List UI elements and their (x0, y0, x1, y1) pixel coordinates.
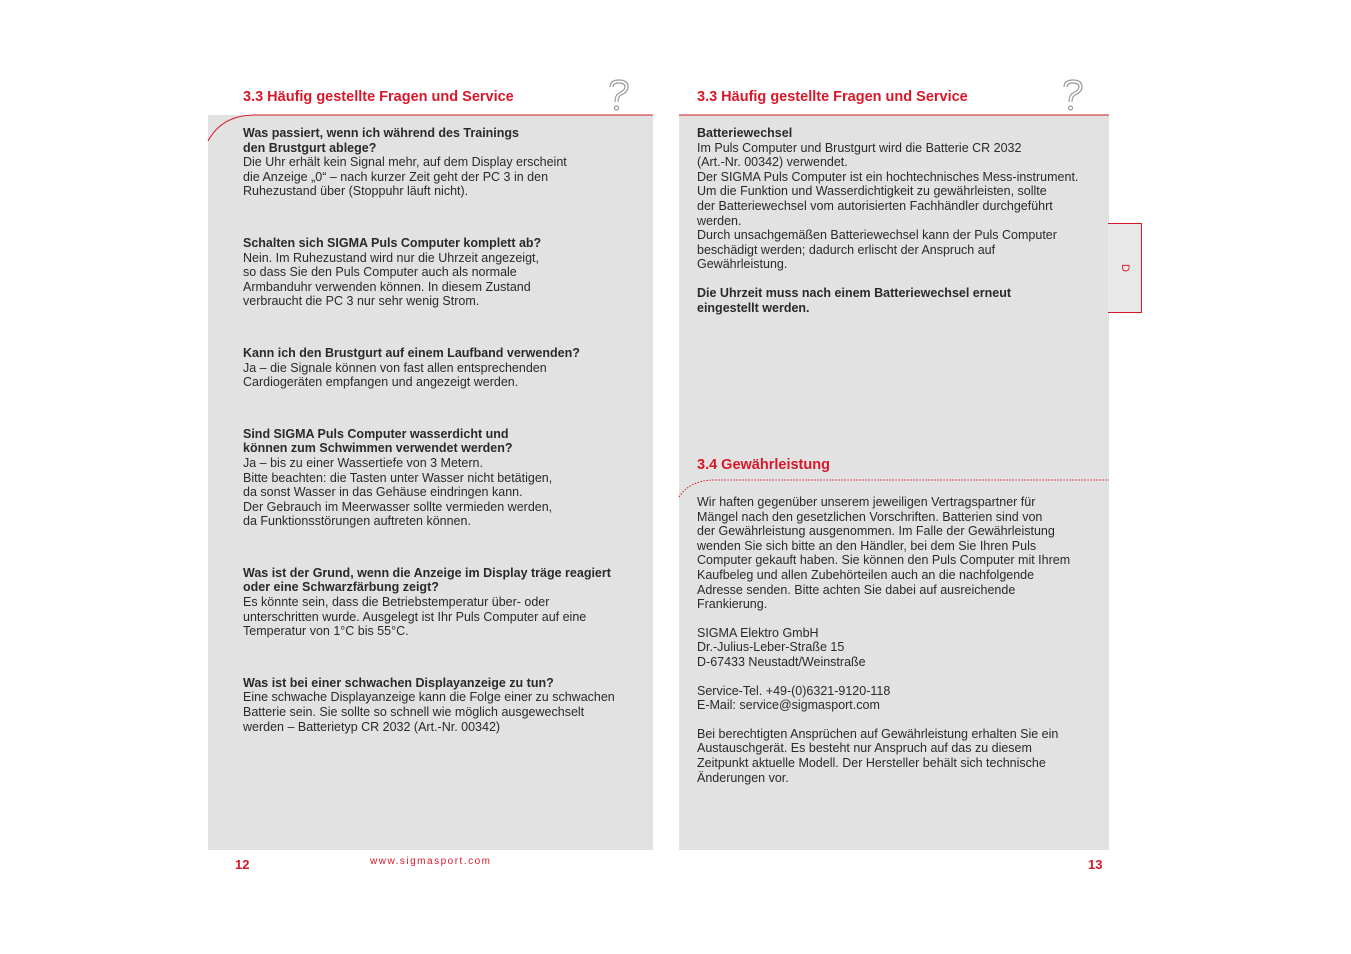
language-tab-label: D (1118, 264, 1131, 272)
battery-note: Die Uhrzeit muss nach einem Batteriewechsel erneut eingestellt werden. (697, 285, 1011, 315)
faq-question: Was ist bei einer schwachen Displayanzeige zu tun? (243, 675, 554, 690)
faq-answer: Ja – bis zu einer Wassertiefe von 3 Metern. Bitte beachten: die Tasten unter Wasser nicht betätigen, da sonst Wasser in das Gehäuse eindringen kann. Der Gebrauch im Meerwasser sollte vermieden werden, da Funktionsstörungen auftreten können. (243, 455, 553, 529)
faq-question: Was ist der Grund, wenn die Anzeige im Display träge reagiert oder eine Schwarzfärbung zeigt? (243, 565, 611, 595)
battery-title: Batteriewechsel (697, 126, 793, 140)
left-section-heading: 3.3 Häufig gestellte Fragen und Service (243, 89, 514, 105)
faq-answer: Die Uhr erhält kein Signal mehr, auf dem Display erscheint die Anzeige „0“ – nach kurzer Zeit geht der PC 3 in den Ruhezustand über (Stoppuhr läuft nicht). (243, 155, 567, 199)
faq-question: Sind SIGMA Puls Computer wasserdicht und können zum Schwimmen verwendet werden? (243, 426, 513, 456)
faq-question: Was passiert, wenn ich während des Trainings den Brustgurt ablege? (243, 126, 520, 155)
faq-answer: Eine schwache Displayanzeige kann die Folge einer zu schwachen Batterie sein. Sie sollte so schnell wie möglich ausgewechselt werden – Batterietyp CR 2032 (Art.-Nr. 00342) (243, 690, 615, 734)
language-tab[interactable] (1108, 223, 1142, 313)
warranty-section (697, 495, 1095, 785)
battery-text: Im Puls Computer und Brustgurt wird die Batterie CR 2032 (Art.-Nr. 00342) verwendet. Der SIGMA Puls Computer ist ein hochtechnisches Mess-instrument. Um die Funktion und Wasserdichtigkeit zu gewährleisten, sollte der Batteriewechsel vom autorisierten Fachhändler durchgeführt werden. Durch unsachgemäßen Batteriewechsel kann der Puls Computer beschädigt werden; dadurch erlischt der Anspruch auf Gewährleistung. (697, 140, 1079, 272)
page-number-left: 12 (235, 857, 250, 872)
right-section-heading: 3.3 Häufig gestellte Fragen und Service (697, 89, 968, 105)
footer-url[interactable]: www.sigmasport.com (370, 856, 492, 867)
faq-list (243, 126, 638, 734)
battery-section (697, 126, 1095, 315)
question-mark-icon (606, 78, 632, 112)
faq-answer: Nein. Im Ruhezustand wird nur die Uhrzeit angezeigt, so dass Sie den Puls Computer auch als normale Armbanduhr verwenden können. In diesem Zustand verbraucht die PC 3 nur sehr wenig Strom. (243, 250, 539, 309)
contact-info: Service-Tel. +49-(0)6321-9120-118 E-Mail: service@sigmasport.com (697, 683, 891, 713)
warranty-text: Wir haften gegenüber unserem jeweiligen Vertragspartner für Mängel nach den gesetzlichen Vorschriften. Batterien sind von der Gewährleistung ausgenommen. Im Falle der Gewährleistung wenden Sie sich bitte an den Händler, bei dem Sie Ihren Puls Computer gekauft haben. Sie können den Puls Computer mit Ihrem Kaufbeleg und allen Zubehörteilen auch an die nachfolgende Adresse senden. Bitte achten Sie dabei auf ausreichende Frankierung. (697, 495, 1071, 612)
faq-question: Kann ich den Brustgurt auf einem Laufband verwenden? (243, 345, 580, 360)
warranty-heading: 3.4 Gewährleistung (697, 457, 830, 473)
company-address: SIGMA Elektro GmbH Dr.-Julius-Leber-Straße 15 D-67433 Neustadt/Weinstraße (697, 625, 866, 669)
warranty-closing: Bei berechtigten Ansprüchen auf Gewährleistung erhalten Sie ein Austauschgerät. Es besteht nur Anspruch auf das zu diesem Zeitpunkt aktuelle Modell. Der Hersteller behält sich technische Änderungen vor. (697, 726, 1059, 785)
question-mark-icon (1060, 78, 1086, 112)
faq-answer: Ja – die Signale können von fast allen entsprechenden Cardiogeräten empfangen und angezeigt werden. (243, 360, 547, 390)
faq-question: Schalten sich SIGMA Puls Computer komplett ab? (243, 235, 542, 250)
page-number-right: 13 (1088, 857, 1103, 872)
faq-answer: Es könnte sein, dass die Betriebstemperatur über- oder unterschritten wurde. Ausgelegt ist Ihr Puls Computer auf eine Temperatur von 1°C bis 55°C. (243, 595, 587, 639)
